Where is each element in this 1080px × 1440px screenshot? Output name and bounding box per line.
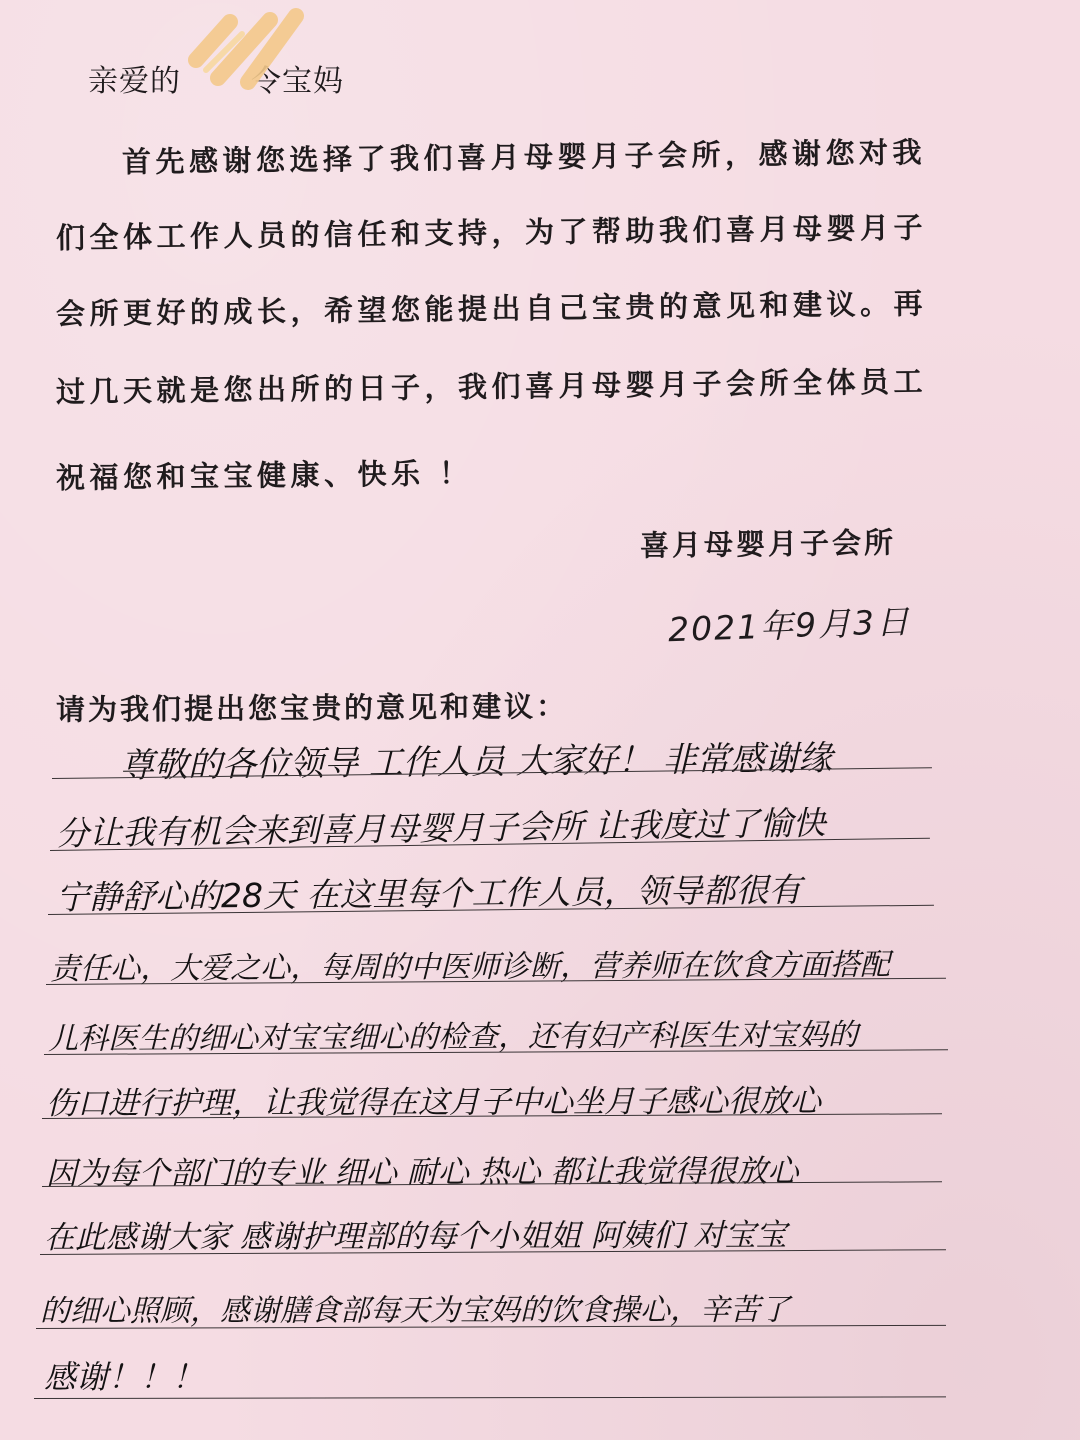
letter-body-line: 过几天就是您出所的日子，我们喜月母婴月子会所全体员工 (55, 364, 928, 409)
letter-body-line: 会所更好的成长，希望您能提出自己宝贵的意见和建议。再 (55, 286, 928, 331)
handwritten-line: 的细心照顾，感谢膳食部每天为宝妈的饮食操心，辛苦了 (39, 1292, 791, 1329)
letter-signature: 喜月母婴月子会所 (639, 525, 897, 563)
handwritten-line: 因为每个部门的专业 细心 耐心 热心 都让我觉得很放心 (45, 1153, 799, 1192)
name-redaction-scribble (178, 0, 328, 100)
greeting-suffix: 令宝妈 (251, 64, 344, 99)
handwritten-line: 伤口进行护理，让我觉得在这月子中心坐月子感心很放心 (45, 1083, 822, 1122)
letter-date: 2021年9月3日 (667, 601, 912, 650)
handwritten-line: 儿科医生的细心对宝宝细心的检查，还有妇产科医生对宝妈的 (47, 1017, 859, 1057)
handwritten-line: 宁静舒心的28天 在这里每个工作人员，领导都很有 (55, 870, 802, 917)
greeting-text: 亲爱的 (88, 64, 181, 99)
handwritten-line: 责任心，大爱之心，每周的中医师诊断，营养师在饮食方面搭配 (49, 947, 891, 987)
handwritten-line: 感谢！！！ (44, 1358, 205, 1396)
letter-body-line: 们全体工作人员的信任和支持，为了帮助我们喜月母婴月子 (55, 210, 928, 255)
writing-rule (34, 1396, 946, 1399)
handwritten-line: 尊敬的各位领导 工作人员 大家好！ 非常感谢缘 (119, 738, 833, 786)
letter-body-line: 首先感谢您选择了我们喜月母婴月子会所，感谢您对我 (121, 135, 927, 179)
handwritten-line: 在此感谢大家 感谢护理部的每个小姐姐 阿姨们 对宝宝 (43, 1217, 787, 1256)
handwritten-line: 分让我有机会来到喜月母婴月子会所 让我度过了愉快 (55, 803, 826, 853)
letter-body-line: 祝福您和宝宝健康、快乐 ！ (55, 455, 473, 495)
feedback-prompt: 请为我们提出您宝贵的意见和建议： (55, 689, 569, 727)
